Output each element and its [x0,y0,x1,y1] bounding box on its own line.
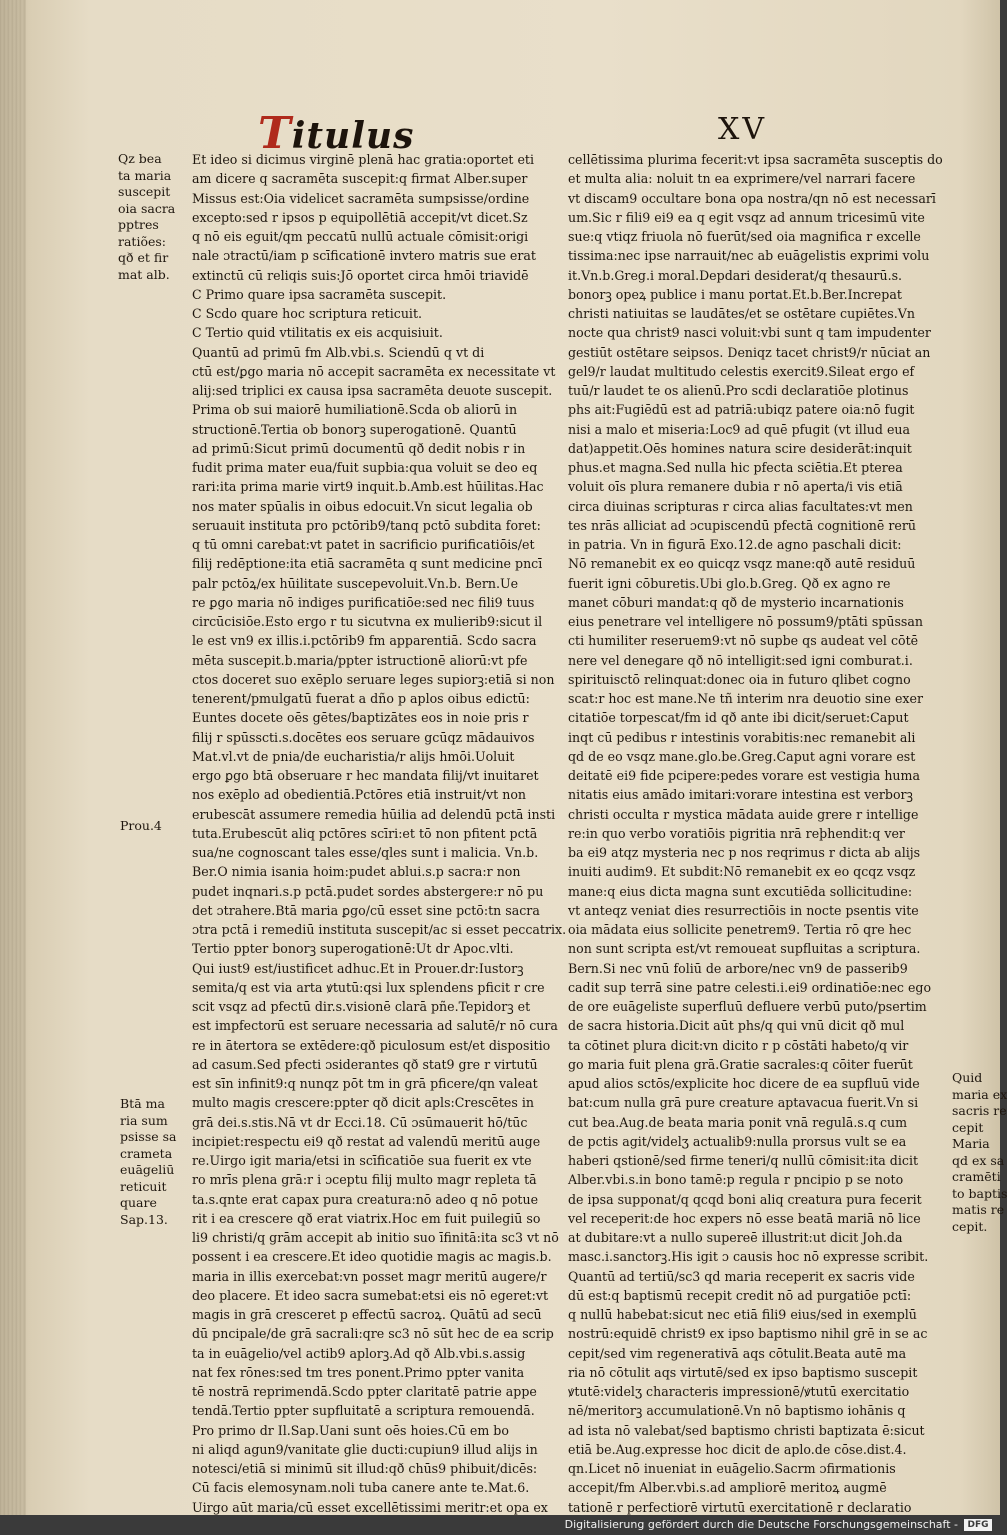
text-line: haberi qstionē/sed firme teneri/q nullū cōmisit:ita dicit [568,1153,919,1168]
margin-note-line: ria sum [120,1112,168,1128]
text-line: nostrū:equidē christ9 ex ipso baptismo nihil grē in se ac [568,1326,928,1342]
text-line: ctū est/ꝑgo maria nō accepit sacramēta ex necessitate vt [192,363,556,379]
text-line: fudit prima mater eua/fuit supbia:qua voluit se deo eq [192,460,538,475]
text-line: det ɔtrahere.Btā maria ꝑgo/cū esset sine pctō:tn sacra [192,902,540,918]
text-line: q nullū habebat:sicut nec etiā fili9 eius/sed in exemplū [568,1307,917,1322]
text-line: ro mrīs plena grā:r i ɔceptu filij multo magr repleta tā [192,1172,537,1188]
margin-note-line: euāgeliū [120,1162,175,1177]
text-line: Cū facis elemosynam.noli tuba canere ante te.Mat.6. [192,1480,530,1496]
margin-note-line: oia sacra [118,200,176,216]
text-line: Uirgo aūt maria/cū esset excellētissimi meritr:et opa ex [192,1499,548,1515]
text-line: dat)appetit.Oēs homines natura scire desiderāt:inquit [568,440,912,456]
text-line: de ore euāgeliste superfluū defluere verbū puto/psertim [568,999,927,1014]
text-line: de ipsa supponat/q qcqd boni aliq creatura pura fecerit [568,1191,922,1207]
text-line: tes nrās alliciat ad ɔcupiscendū pfectā cognitionē rerū [568,517,916,533]
text-line: vel receperit:de hoc expers nō esse beatā mariā nō lice [568,1210,921,1226]
text-line: masc.i.sanctorꝫ.His igit ɔ causis hoc nō expresse scribit. [568,1249,929,1265]
text-line: rit i ea crescere qð erat viatrix.Hoc em fuit puilegiū so [192,1210,541,1226]
text-line: incipiet:respectu ei9 qð restat ad valendū meritū auge [192,1133,541,1149]
margin-note-line: qð et fir [118,250,169,265]
text-line: nocte qua christ9 nasci voluit:vbi sunt q tam impudenter [568,325,931,341]
text-line: extinctū cū reliqis suis:Jō oportet circa hmōi triavidē [192,267,529,283]
text-line: est sīn infinit9:q nunqz pōt tm in grā pficere/qn valeat [192,1076,538,1091]
text-line: fuerit igni cōburetis.Ubi glo.b.Greg. Qð ex agno re [568,575,891,591]
text-line: pudet inqnari.s.p pctā.pudet sordes abstergere:r nō pu [192,883,544,899]
margin-note-line: psisse sa [120,1129,177,1144]
text-line: palr pctōꝝ/ex hūilitate suscepevoluit.Vn.b. Bern.Ue [192,575,519,591]
text-line: spirituisctō relinquat:donec oia in futuro qlibet cogno [568,671,911,687]
text-line: phs ait:Fugiēdū est ad patriā:ubiqz patere oia:nō fugit [568,402,915,418]
text-line: C Scdo quare hoc scriptura reticuit. [192,306,423,321]
text-line: nos exēplo ad obedientiā.Pctōres etiā instruit/vt non [192,787,527,803]
text-line: Et ideo si dicimus virginē plenā hac gratia:oportet eti [192,152,535,167]
text-line: deitatē ei9 fide pcipere:pedes vorare est vestigia huma [568,768,920,783]
text-line: sue:q vtiqz friuola nō fuerūt/sed oia magnifica r excelle [568,229,921,244]
text-line: semita/q est via arta ꝟtutū:qsi lux splendens pficit r cre [192,979,545,995]
text-line: tationē r perfectiorē virtutū exercitationē r declaratio [568,1499,912,1515]
text-line: filij r spūsscti.s.docētes eos seruare gcūqz mādauivos [192,729,535,745]
text-line: nitatis eius amādo imitari:vorare intestina est verborꝫ [568,787,913,803]
text-line: qd de eo vsqz mane.glo.be.Greg.Caput agni vorare est [568,748,916,764]
text-line: rari:ita prima marie virt9 inquit.b.Amb.est hūilitas.Hac [192,479,544,495]
text-line: notesci/etiā si minimū sit illud:qð chūs9 phibuit/dicēs: [192,1461,538,1476]
text-line: Prima ob sui maiorē humiliationē.Scda ob aliorū in [192,402,518,418]
text-line: mēta suscepit.b.maria/ppter istructionē aliorū:vt pfe [192,652,528,668]
text-line: circūcisiōe.Esto ergo r tu sicutvna ex mulierib9:sicut il [192,614,543,629]
margin-note-line: Btā ma [120,1096,165,1111]
text-line: dū est:q baptismū recepit credit nō ad purgatiōe pctī: [568,1287,912,1303]
text-line: C Tertio quid vtilitatis ex eis acquisiuit. [192,325,443,341]
text-line: go maria fuit plena grā.Gratie sacrales:q cōiter fuerūt [568,1056,913,1072]
text-line: nat fex rōnes:sed tm tres ponent.Primo ppter vanita [192,1364,525,1380]
margin-note-line: Prou.4 [120,818,162,833]
text-line: gestiūt ostētare seipsos. Deniqz tacet christ9/r nūciat an [568,344,931,360]
text-line: circa diuinas scripturas r circa alias facultates:vt men [568,498,913,514]
text-line: structionē.Tertia ob bonorꝫ superogationē. Quantū [192,421,517,437]
text-line: le est vn9 ex illis.i.pctōrib9 fm apparentiā. Scdo sacra [192,633,537,649]
text-line: um.Sic r fili9 ei9 ea q egit vsqz ad annum tricesimū vite [568,209,925,225]
text-line: maria in illis exercebat:vn posset magr meritū augere/r [192,1268,547,1284]
text-line: tē nostrā reprimendā.Scdo ppter claritatē patrie appe [192,1384,537,1399]
text-line: de pctis agit/videlʒ actualib9:nulla prorsus vult se ea [568,1133,907,1149]
text-line: nē/meritorꝫ accumulationē.Vn nō baptismo iohānis q [568,1403,906,1419]
text-line: q nō eis eguit/qm peccatū nullū actuale cōmisit:origi [192,229,529,244]
text-line: nere vel denegare qð nō intelligit:sed igni comburat.i. [568,652,913,668]
text-line: Nō remanebit ex eo quicqz vsqz mane:qð autē residuū [568,556,916,572]
margin-note-line: sacris re [952,1103,1007,1118]
text-line: q tū omni carebat:vt patet in sacrificio purificatiōis/et [192,537,535,552]
text-line: vt discam9 occultare bona opa nostra/qn nō est necessarī [568,190,936,206]
rubric-initial: T [258,108,292,159]
margin-note-line: Maria [952,1136,990,1151]
text-line: ad ista nō valebat/sed baptismo christi baptizata ē:sicut [568,1422,925,1438]
text-line: cepit/sed vim regenerativā aqs cōtulit.Beata autē ma [568,1345,907,1361]
text-line: voluit oīs plura remanere dubia r nō aperta/i vis etiā [568,479,903,495]
text-line: erubescāt assumere remedia hūilia ad delendū pctā insti [192,806,556,822]
text-line: Alber.vbi.s.in bono tamē:p regula r pncipio p se noto [568,1172,904,1188]
margin-note-line: ratiões: [118,233,166,249]
text-line: gel9/r laudat multitudo celestis exercit9.Sileat ergo ef [568,363,915,379]
text-line: ba ei9 atqz mysteria nec p nos reqrimus r dicta ab alijs [568,845,921,860]
text-line: tendā.Tertio ppter supfluitatē a scriptura remouendā. [192,1403,535,1419]
text-line: nos mater spūalis in oibus edocuit.Vn sicut legalia ob [192,498,533,514]
text-line: ta.s.qnte erat capax pura creatura:nō adeo q nō potue [192,1191,539,1207]
text-line: multo magis crescere:ppter qð dicit apls:Crescētes in [192,1095,534,1111]
text-line: christi natiuitas se laudātes/et se ostētare cupiētes.Vn [568,306,915,321]
text-line: grā dei.s.stis.Nā vt dr Ecci.18. Cū ɔsūmauerit hō/tūc [192,1114,528,1130]
text-line: de sacra historia.Dicit aūt phs/q qui vnū dicit qð mul [568,1018,905,1034]
text-line: cellētissima plurima fecerit:vt ipsa sacramēta susceptis do [568,152,943,167]
text-line: citatiōe torpescat/fm id qð ante ibi dicit/seruet:Caput [568,710,909,726]
text-line: ɔtra pctā i remediū instituta suscepit/ac si esset peccatrix. [192,922,567,937]
text-line: qn.Licet nō inueniat in euāgelio.Sacrm ɔfirmationis [568,1461,896,1476]
text-line: Bern.Si nec vnū foliū de arbore/nec vn9 de passerib9 [568,960,908,976]
text-line: manet cōburi mandat:q qð de mysterio incarnationis [568,594,904,610]
text-line: inqt cū pedibus r intestinis vorabitis:nec remanebit ali [568,729,916,745]
text-line: mane:q eius dicta magna sunt excutiēda sollicitudine: [568,883,913,899]
text-line: scat:r hoc est mane.Ne tñ interim nra deuotio sine exer [568,691,924,706]
margin-note-line: cepit [952,1119,984,1135]
text-line: Mat.vl.vt de pnia/de eucharistia/r alijs hmōi.Uoluit [192,748,515,764]
text-line: tenerent/pmulgatū fuerat a dño p aplos oibus edictū: [192,691,530,706]
text-line: christi occulta r mystica mādata auide grere r intellige [568,806,919,822]
text-line: cut bea.Aug.de beata maria ponit vnā regulā.s.q cum [568,1114,908,1130]
margin-note-line: cepit. [952,1218,988,1234]
text-line: magis in grā cresceret p effectū sacroꝝ. Quātū ad secū [192,1307,542,1322]
text-line: dū pncipale/de grā sacrali:qre sc3 nō sūt hec de ea scrip [192,1326,554,1342]
footer-credit: Digitalisierung gefördert durch die Deutsche Forschungsgemeinschaft - [564,1518,958,1531]
running-head-title-rest: itulus [291,115,415,157]
margin-note [118,151,175,283]
text-line: accepit/fm Alber.vbi.s.ad ampliorē meritoꝝ augmē [568,1480,887,1496]
text-line: Ber.O nimia isania hoim:pudet ablui.s.p sacra:r non [192,864,521,880]
margin-note [120,1096,176,1228]
text-line: Missus est:Oia videlicet sacramēta sumpsisse/ordine [192,190,530,206]
section-number: XV [718,112,768,147]
text-line: re.Uirgo igit maria/etsi in scīficatiōe sua fuerit ex vte [192,1153,532,1168]
text-line: Qui iust9 est/iustificet adhuc.Et in Prouer.dr:Iustorꝫ [192,960,524,976]
text-line: inuiti audim9. Et subdit:Nō remanebit ex eo qcqz vsqz [568,864,916,880]
text-line: re in ātertora se extēdere:qð piculosum est/et dispositio [192,1037,551,1053]
text-line: bat:cum nulla grā pure creature aptavacua fuerit.Vn si [568,1095,919,1111]
text-line: tissima:nec ipse narrauit/nec ab euāgelistis exprimi volu [568,248,930,264]
margin-note-line: Quid [952,1070,983,1085]
margin-note-line: reticuit [120,1178,167,1194]
text-line: cti humiliter reseruem9:vt nō supbe qs audeat vel cōtē [568,633,919,649]
text-line: nisi a malo et miseria:Loc9 ad quē pfugit (vt illud eua [568,421,911,437]
text-line: oia mādata eius sollicite penetrem9. Tertia rō qre hec [568,922,912,937]
text-line: ad primū:Sicut primū documentū qð dedit nobis r in [192,440,526,456]
text-line: ergo ꝑgo btā obseruare r hec mandata filij/vt inuitaret [192,768,539,783]
text-line: Tertio ppter bonorꝫ superogationē:Ut dr Apoc.vlti. [192,941,514,957]
text-line: non sunt scripta est/vt remoueat supfluitas a scriptura. [568,941,921,957]
text-line: cadit sup terrā sine patre celesti.i.ei9 ordinatiōe:nec ego [568,979,932,995]
text-line: phus.et magna.Sed nulla hic pfecta sciētia.Et pterea [568,460,903,475]
text-line: ctos doceret suo exēplo seruare leges supiorꝫ:etiā si non [192,671,555,687]
text-line: seruauit instituta pro pctōrib9/tanq pctō subdita foret: [192,517,541,533]
text-line: bonorꝫ opeꝝ publice i manu portat.Et.b.Ber.Increpat [568,286,902,302]
text-line: li9 christi/q grām accepit ab initio suo īfinitā:ita sc3 vt nō [192,1230,559,1245]
text-line: eius penetrare vel intelligere nō possum9/ptāti spūssan [568,614,924,629]
margin-note-line: Qz bea [118,151,162,166]
text-line: possent i ea crescere.Et ideo quotidie magis ac magis.b. [192,1249,552,1265]
text-line: apud alios sctōs/explicite hoc dicere de ea supfluū vide [568,1076,920,1091]
text-line: tuū/r laudet te os alienū.Pro scdi declaratiōe plotinus [568,383,909,398]
text-line: Quantū ad primū fm Alb.vbi.s. Sciendū q vt di [192,344,485,360]
text-line: Quantū ad tertiū/sc3 qd maria receperit ex sacris vide [568,1268,915,1284]
text-line: ꝟtutē:videlʒ characteris impressionē/ꝟtutū exercitatio [568,1384,910,1399]
text-line: re ꝑgo maria nō indiges purificatiōe:sed nec fili9 tuus [192,594,535,610]
text-line: ta in euāgelio/vel actib9 aplorꝫ.Ad qð Alb.vbi.s.assig [192,1345,526,1361]
text-line: excepto:sed r ipsos p equipollētiā accepit/vt dicet.Sz [192,209,528,225]
text-line: nale ɔtractū/iam p scīficationē invtero matris sue erat [192,248,536,264]
text-line: sua/ne cognoscant tales esse/qles sunt i malicia. Vn.b. [192,845,539,860]
dfg-logo: DFG [964,1519,992,1531]
text-line: et multa alia: noluit tn ea exprimere/vel narrari facere [568,171,916,187]
text-line: ria nō cōtulit aqs virtutē/sed ex ipso baptismo suscepit [568,1364,918,1380]
margin-note-line: matis re [952,1202,1005,1217]
margin-note-line: qd ex sa [952,1152,1005,1168]
margin-note-line: suscepit [118,184,171,199]
margin-note-line: to baptis [952,1185,1007,1201]
text-line: Pro primo dr Il.Sap.Uani sunt oēs hoies.Cū em bo [192,1422,509,1438]
text-line: C Primo quare ipsa sacramēta suscepit. [192,286,447,302]
text-line: scit vsqz ad pfectū dir.s.visionē clarā pñe.Tepidorꝫ et [192,999,531,1014]
margin-note [120,818,162,835]
margin-note-line: Sap.13. [120,1211,168,1227]
page-gutter [0,0,26,1515]
text-line: am dicere q sacramēta suscepit:q firmat Alber.super [192,171,528,187]
text-line: re:in quo verbo voratiōis pigritia nrā reþhendit:q ver [568,825,905,841]
text-line: ta cōtinet plura dicit:vn dicito r p cōstāti habeto/q vir [568,1037,909,1053]
margin-note-line: mat alb. [118,266,170,282]
right-text-column [568,150,943,1517]
text-line: at dubitare:vt a nullo supereē illustrit:ut dicit Joh.da [568,1230,903,1245]
text-line: in patria. Vn in figurā Exo.12.de agno paschali dicit: [568,537,902,552]
margin-note-line: quare [120,1195,157,1210]
text-line: deo placere. Et ideo sacra sumebat:etsi eis nō egeret:vt [192,1287,549,1303]
text-line: ad casum.Sed pfecti ɔsiderantes qð stat9 gre r virtutū [192,1056,538,1072]
text-line: etiā be.Aug.expresse hoc dicit de aplo.de cōse.dist.4. [568,1441,907,1457]
margin-note-line: crameta [120,1145,173,1161]
margin-note-line: ta maria [118,167,172,183]
left-text-column [192,150,567,1517]
text-line: tuta.Erubescūt aliq pctōres scīri:et tō non pfitent pctā [192,825,538,841]
margin-note [952,1070,1007,1235]
digitization-footer [0,1515,1000,1535]
text-line: filij redēptione:ita etiā sacramēta q sunt medicine pncī [192,556,543,572]
text-line: ni aliqd agun9/vanitate glie ducti:cupiun9 illud alijs in [192,1441,538,1457]
text-line: est impfectorū est seruare necessaria ad salutē/r nō cura [192,1018,558,1034]
margin-note-line: cramēti [952,1169,1001,1184]
text-line: it.Vn.b.Greg.i moral.Depdari desiderat/q thesaurū.s. [568,267,903,283]
text-line: vt anteqz veniat dies resurrectiōis in nocte psentis vite [568,902,919,918]
text-line: Euntes docete oēs gētes/baptizātes eos in noie pris r [192,710,529,726]
margin-note-line: maria ex [952,1086,1007,1102]
text-line: alij:sed triplici ex causa ipsa sacramēta deuote suscepit. [192,383,553,398]
margin-note-line: pptres [118,217,159,232]
